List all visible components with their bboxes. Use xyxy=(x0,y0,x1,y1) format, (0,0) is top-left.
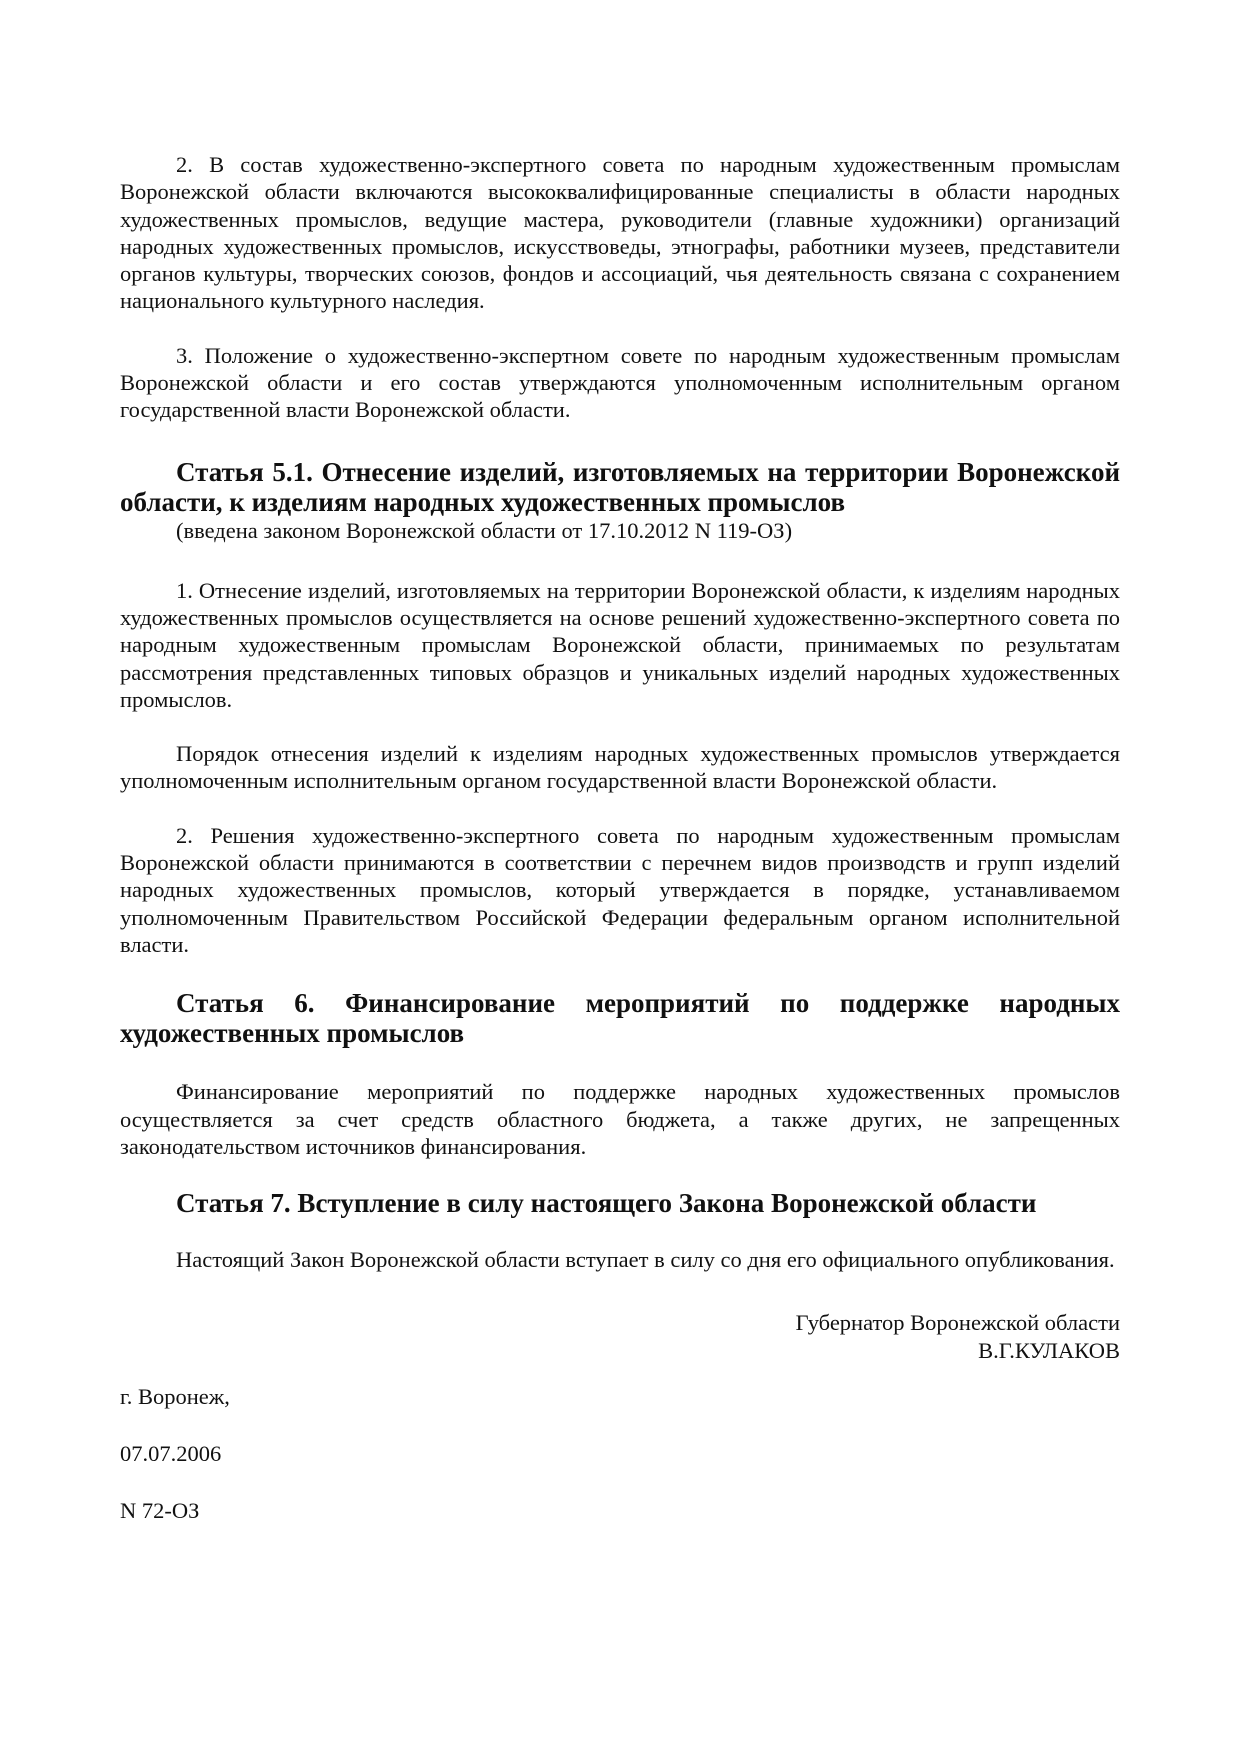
article5-1-paragraph-2: 2. Решения художественно-экспертного совета по народным художественным промыслам Воронежской области принимаются в соответствии с перечнем видов производств и групп изделий народных художественных промыслов, который утверждается в порядке, устанавливаемом уполномоченным Правительством Российской Федерации федеральным органом исполнительной власти. xyxy=(120,822,1120,957)
footer-place: г. Воронеж, xyxy=(120,1384,230,1410)
signature-block xyxy=(120,1309,1120,1365)
footer-date: 07.07.2006 xyxy=(120,1441,222,1467)
article7-heading: Статья 7. Вступление в силу настоящего Закона Воронежской области xyxy=(176,1188,1037,1219)
article5-1-amendment-note: (введена законом Воронежской области от 17.10.2012 N 119-ОЗ) xyxy=(176,517,793,543)
article5-1-heading: Статья 5.1. Отнесение изделий, изготовляемых на территории Воронежской области, к изделиям народных художественных промыслов xyxy=(120,456,1120,517)
article5-1-paragraph-1: 1. Отнесение изделий, изготовляемых на территории Воронежской области, к изделиям народных художественных промыслов осуществляется на основе решений художественно-экспертного совета по народным художественным промыслам Воронежской области, принимаемых по результатам рассмотрения представленных типовых образцов и уникальных изделий народных художественных промыслов. xyxy=(120,577,1120,712)
footer-law-number: N 72-ОЗ xyxy=(120,1498,200,1524)
article7-paragraph-1: Настоящий Закон Воронежской области вступает в силу со дня его официального опубликования. xyxy=(176,1247,1115,1273)
article6-heading: Статья 6. Финансирование мероприятий по поддержке народных художественных промыслов xyxy=(120,988,1120,1049)
document-page xyxy=(120,151,1120,1524)
article5-paragraph-2: 2. В состав художественно-экспертного совета по народным художественным промыслам Воронежской области включаются высококвалифицированные специалисты в области народных художественных промыслов, ведущие мастера, руководители (главные художники) организаций народных художественных промыслов, искусствоведы, этнографы, работники музеев, представители органов культуры, творческих союзов, фондов и ассоциаций, чья деятельность связана с сохранением национального культурного наследия. xyxy=(120,152,1120,314)
article5-1-paragraph-procedure: Порядок отнесения изделий к изделиям народных художественных промыслов утверждается уполномоченным исполнительным органом государственной власти Воронежской области. xyxy=(120,741,1120,794)
signatory-position: Губернатор Воронежской области xyxy=(795,1310,1120,1336)
article6-paragraph-1: Финансирование мероприятий по поддержке народных художественных промыслов осуществляется за счет средств областного бюджета, а также других, не запрещенных законодательством источников финансирования. xyxy=(120,1079,1120,1159)
article5-paragraph-3: 3. Положение о художественно-экспертном совете по народным художественным промыслам Воронежской области и его состав утверждаются уполномоченным исполнительным органом государственной власти Воронежской области. xyxy=(120,342,1120,423)
signatory-name: В.Г.КУЛАКОВ xyxy=(978,1338,1120,1364)
